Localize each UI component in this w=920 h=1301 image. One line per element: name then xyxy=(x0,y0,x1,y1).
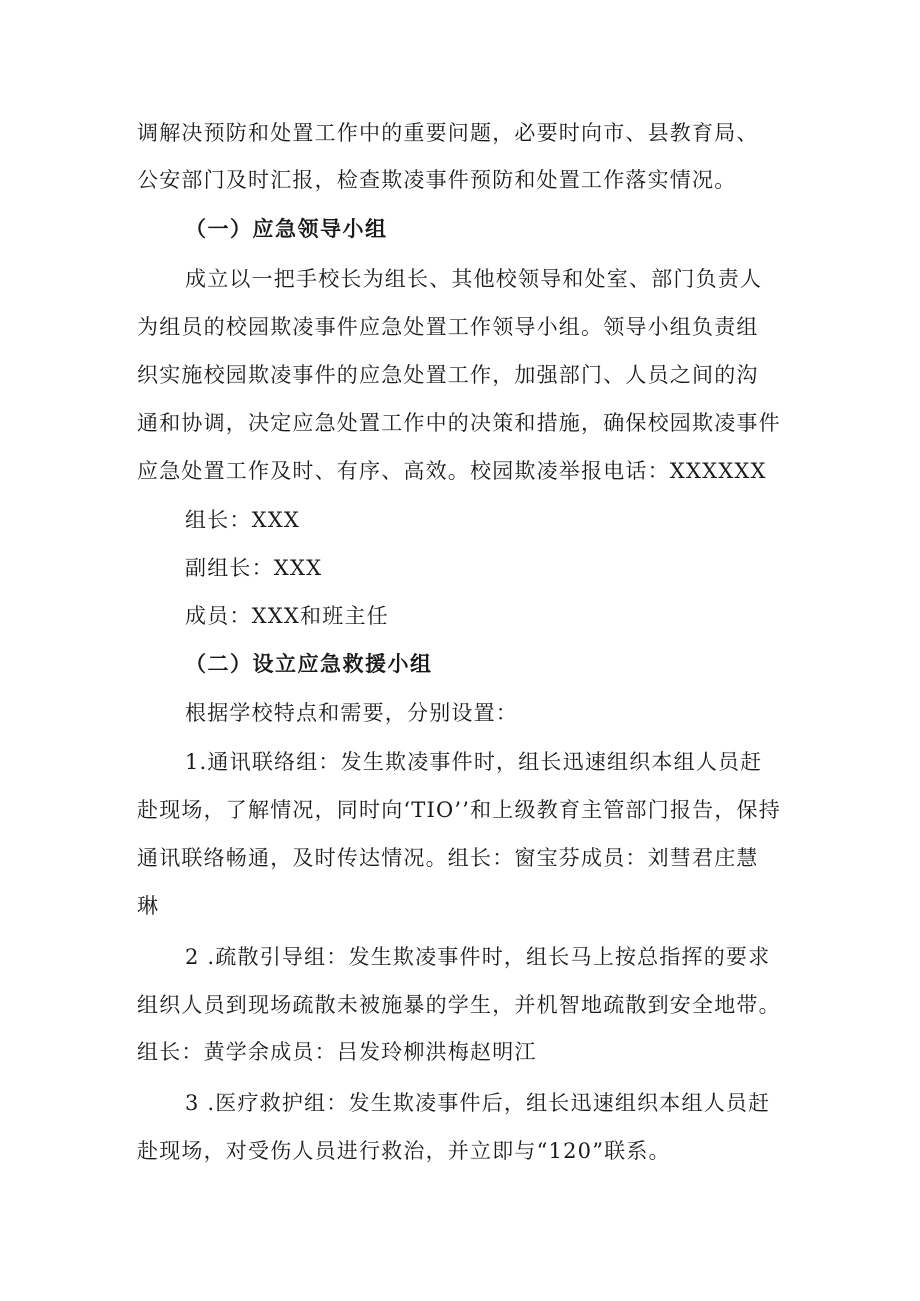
section-heading-leadership-group: （一）应急领导小组 xyxy=(185,216,388,241)
paragraph-line: 琳 xyxy=(137,894,160,918)
section-heading-rescue-groups: （二）设立应急救援小组 xyxy=(185,651,433,676)
paragraph-line: 通讯联络畅通，及时传达情况。组长：窗宝芬成员：刘彗君庄慧 xyxy=(137,846,759,870)
paragraph-line: 2 .疏散引导组：发生欺凌事件时，组长马上按总指挥的要求 xyxy=(185,945,771,969)
group-leader-line: 组长：XXX xyxy=(185,508,301,532)
paragraph-line: 3 .医疗救护组：发生欺凌事件后，组长迅速组织本组人员赶 xyxy=(185,1091,771,1115)
paragraph-line: 根据学校特点和需要，分别设置： xyxy=(185,701,518,725)
deputy-leader-line: 副组长：XXX xyxy=(185,556,323,580)
paragraph-line-hotline: 应急处置工作及时、有序、高效。校园欺凌举报电话：XXXXXX xyxy=(137,459,767,483)
paragraph-line: 组织人员到现场疏散未被施暴的学生，并机智地疏散到安全地带。 xyxy=(137,993,781,1017)
paragraph-line: 通和协调，决定应急处置工作中的决策和措施，确保校园欺凌事件 xyxy=(137,411,781,435)
paragraph-line: 公安部门及时汇报，检查欺凌事件预防和处置工作落实情况。 xyxy=(137,168,737,192)
paragraph-line: 调解决预防和处置工作中的重要问题，必要时向市、县教育局、 xyxy=(137,121,759,145)
paragraph-line: 成立以一把手校长为组长、其他校领导和处室、部门负责人 xyxy=(185,267,763,291)
paragraph-line: 组长：黄学余成员：吕发玲柳洪梅赵明江 xyxy=(137,1040,537,1064)
paragraph-line: 赴现场，对受伤人员进行救治，并立即与“120”联系。 xyxy=(137,1139,671,1163)
paragraph-line: 织实施校园欺凌事件的应急处置工作，加强部门、人员之间的沟 xyxy=(137,363,759,387)
members-line: 成员：XXX和班主任 xyxy=(185,604,389,628)
paragraph-line: 为组员的校园欺凌事件应急处置工作领导小组。领导小组负责组 xyxy=(137,315,759,339)
paragraph-line: 赴现场，了解情况，同时向‘TIO’’和上级教育主管部门报告，保持 xyxy=(137,798,781,822)
paragraph-line: 1.通讯联络组：发生欺凌事件时，组长迅速组织本组人员赶 xyxy=(185,750,763,774)
